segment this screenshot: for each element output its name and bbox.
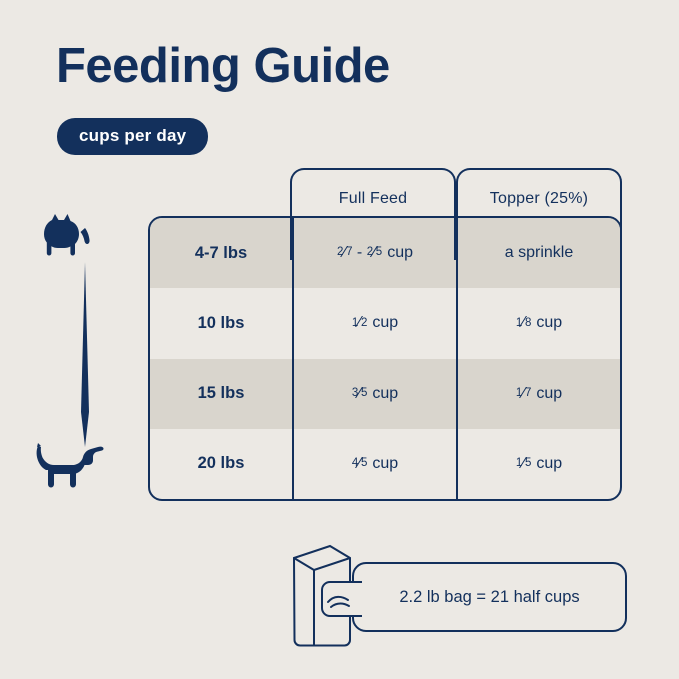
fraction-value	[352, 314, 367, 332]
cell-topper	[456, 288, 620, 358]
column-header-full-feed-label: Full Feed	[338, 190, 408, 207]
cell-weight: 15 lbs	[197, 384, 245, 403]
fraction-slash: ⁄	[373, 244, 376, 262]
fraction-slash: ⁄	[358, 454, 361, 472]
table-row	[150, 359, 620, 429]
cell-full-feed	[292, 218, 456, 288]
page-title: Feeding Guide	[56, 39, 390, 93]
unit-label: cup	[372, 454, 399, 472]
cell-weight: 10 lbs	[197, 313, 245, 332]
fraction-slash: ⁄	[358, 314, 361, 332]
fraction-value	[352, 385, 367, 403]
fraction-numerator: 3	[351, 386, 359, 399]
fraction-denominator: 8	[524, 316, 532, 329]
cell-full-feed	[292, 359, 456, 429]
cell-full-feed	[292, 429, 456, 499]
cat-walking-icon	[36, 443, 104, 500]
fraction-slash: ⁄	[522, 384, 525, 402]
fraction-denominator: 5	[524, 457, 532, 470]
cell-weight: 20 lbs	[197, 454, 245, 473]
unit-label: cup	[536, 454, 563, 472]
fraction-value	[352, 455, 367, 473]
fraction-denominator: 5	[360, 457, 368, 470]
fraction-value	[337, 244, 352, 262]
cell-topper: a sprinkle	[456, 218, 620, 288]
unit-label: cup	[536, 384, 563, 402]
table-row	[150, 218, 620, 288]
unit-label: cup	[372, 314, 399, 332]
fraction-value	[516, 455, 531, 473]
unit-label: cup	[372, 384, 399, 402]
unit-label: cup	[387, 244, 413, 262]
fraction-denominator: 7	[346, 246, 353, 259]
fraction-denominator: 5	[375, 246, 383, 259]
cell-full-feed	[292, 288, 456, 358]
bag-note	[352, 562, 627, 632]
fraction-numerator: 1	[515, 457, 523, 470]
status-badge: cups per day	[57, 118, 208, 155]
fraction-numerator: 1	[515, 386, 523, 399]
fraction-value	[516, 314, 531, 332]
fraction-slash: ⁄	[522, 454, 525, 472]
unit-label: cup	[536, 314, 563, 332]
cell-weight: 4-7 lbs	[194, 243, 248, 262]
fraction-numerator: 1	[515, 316, 523, 329]
fraction-slash: ⁄	[358, 384, 361, 402]
table-row	[150, 429, 620, 499]
bag-note-label: 2.2 lb bag = 21 half cups	[399, 587, 580, 606]
fraction-numerator: 4	[351, 457, 359, 470]
cell-topper	[456, 359, 620, 429]
cat-sitting-icon	[44, 214, 90, 261]
table-row	[150, 288, 620, 358]
fraction-denominator: 5	[360, 386, 368, 399]
range-dash: -	[352, 244, 367, 262]
food-bag-icon	[282, 540, 362, 653]
fraction-value	[516, 385, 531, 403]
fraction-denominator: 7	[524, 386, 532, 399]
fraction-slash: ⁄	[343, 244, 347, 262]
column-header-topper-label: Topper (25%)	[489, 190, 589, 207]
feeding-table	[148, 216, 622, 501]
fraction-denominator: 2	[360, 316, 368, 329]
fraction-numerator: 2	[366, 246, 374, 259]
fraction-numerator: 1	[351, 316, 359, 329]
fraction-slash: ⁄	[522, 314, 525, 332]
decorative-tail-line	[78, 262, 92, 452]
fraction-numerator: 2	[337, 246, 344, 259]
cell-topper	[456, 429, 620, 499]
fraction-value-2	[367, 244, 382, 262]
